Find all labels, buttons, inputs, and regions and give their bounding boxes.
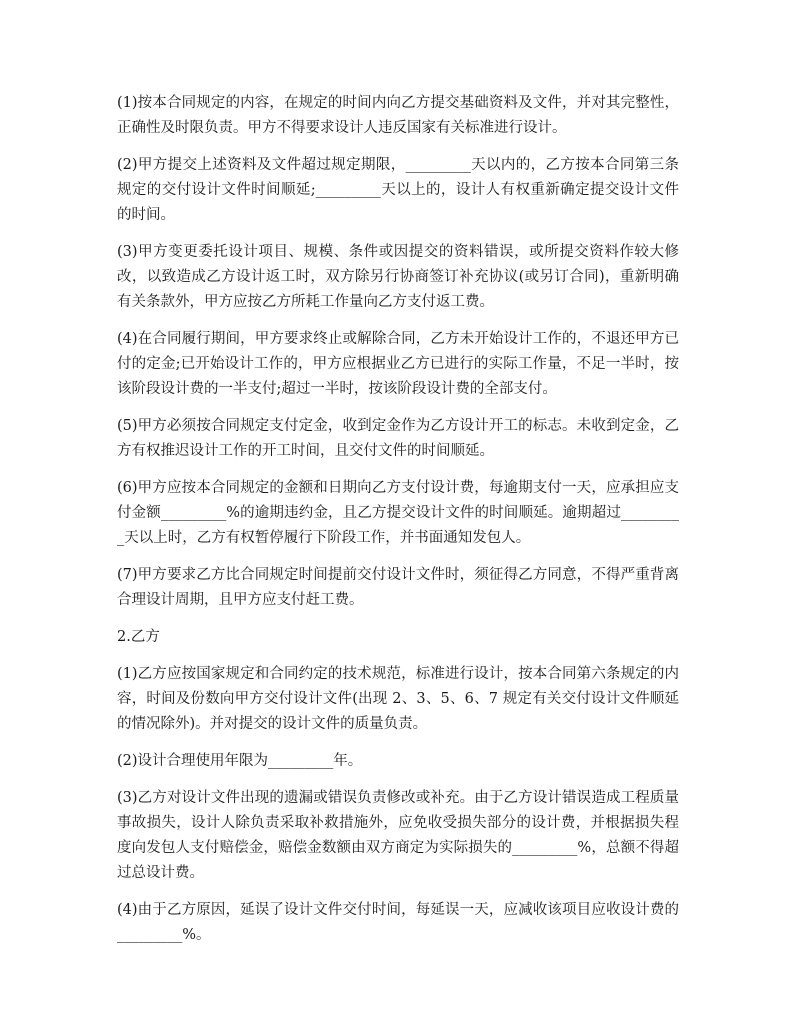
- clause-b-3: (3)乙方对设计文件出现的遗漏或错误负责修改或补充。由于乙方设计错误造成工程质量事故损失，设计人除负责采取补救措施外，应免收受损失部分的设计费，并根据损失程度向发包人支付赔偿金，赔偿金数额由双方商定为实际损失的_________%，总额不得超过总设计费。: [117, 790, 679, 881]
- section-heading-party-b: 2.乙方: [117, 629, 160, 645]
- clause-a-6: (6)甲方应按本合同规定的金额和日期向乙方支付设计费，每逾期支付一天，应承担应支付金额_________%的逾期违约金，且乙方提交设计文件的时间顺延。逾期超过_________天以上时，乙方有权暂停履行下阶段工作，并书面通知发包人。: [117, 480, 679, 546]
- clause-b-4: (4)由于乙方原因，延误了设计文件交付时间，每延误一天，应减收该项目应收设计费的_________%。: [117, 902, 679, 943]
- clause-a-2: (2)甲方提交上述资料及文件超过规定期限，_________天以内的，乙方按本合同第三条规定的交付设计文件时间顺延;_________天以上的，设计人有权重新确定提交设计文件的时间。: [117, 157, 679, 223]
- clause-b-1: (1)乙方应按国家规定和合同约定的技术规范，标准进行设计，按本合同第六条规定的内容，时间及份数向甲方交付设计文件(出现 2、3、5、6、7 规定有关交付设计文件顺延的情况除外)。并对提交的设计文件的质量负责。: [117, 666, 679, 732]
- clause-a-7: (7)甲方要求乙方比合同规定时间提前交付设计文件时，须征得乙方同意，不得严重背离合理设计周期，且甲方应支付赶工费。: [117, 567, 679, 608]
- clause-a-4: (4)在合同履行期间，甲方要求终止或解除合同，乙方未开始设计工作的，不退还甲方已付的定金;已开始设计工作的，甲方应根据业乙方已进行的实际工作量，不足一半时，按该阶段设计费的一半支付;超过一半时，按该阶段设计费的全部支付。: [117, 331, 679, 397]
- clause-a-1: (1)按本合同规定的内容，在规定的时间内向乙方提交基础资料及文件，并对其完整性，正确性及时限负责。甲方不得要求设计人违反国家有关标准进行设计。: [117, 95, 679, 136]
- clause-a-3: (3)甲方变更委托设计项目、规模、条件或因提交的资料错误，或所提交资料作较大修改，以致造成乙方设计返工时，双方除另行协商签订补充协议(或另订合同)，重新明确有关条款外，甲方应按乙方所耗工作量向乙方支付返工费。: [117, 244, 679, 310]
- clause-b-2: (2)设计合理使用年限为_________年。: [117, 753, 363, 769]
- document-body: [117, 91, 679, 960]
- clause-a-5: (5)甲方必须按合同规定支付定金，收到定金作为乙方设计开工的标志。未收到定金，乙方有权推迟设计工作的开工时间，且交付文件的时间顺延。: [117, 418, 679, 459]
